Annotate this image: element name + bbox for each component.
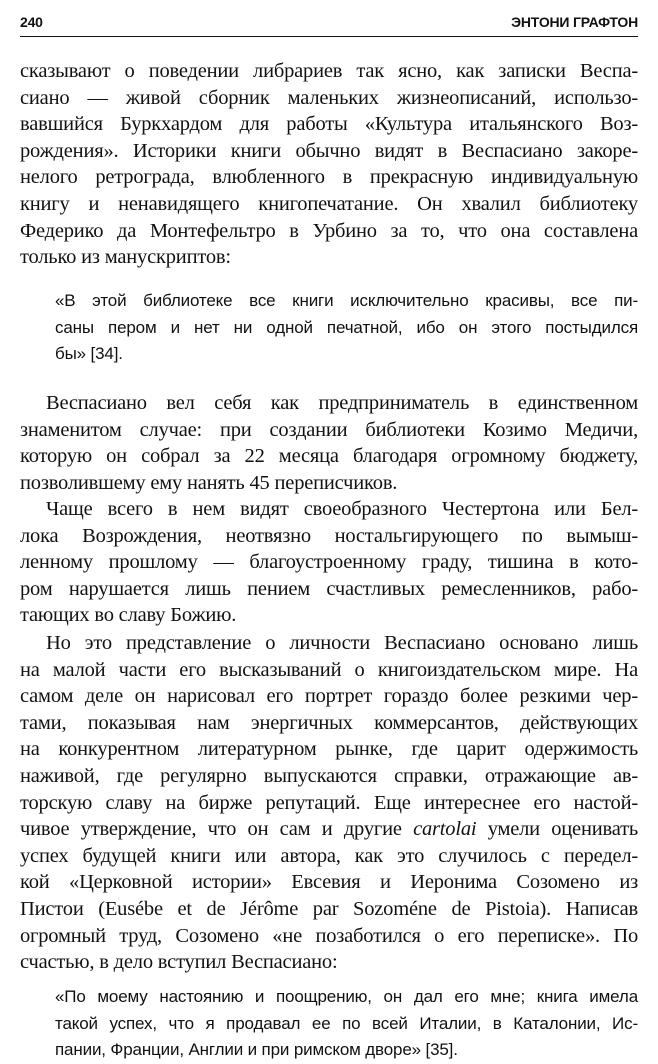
block-quote	[55, 288, 638, 368]
running-head	[20, 10, 638, 36]
text-line: кой «Церковной истории» Евсевия и Иеронима Созомено из	[20, 871, 638, 894]
text-line: рождения». Историки книги обычно видят в Веспасиано закоре-	[20, 139, 638, 162]
italic-term: cartolai	[413, 818, 477, 841]
text-line: самом деле он нарисовал его портрет гораздо более резкими чер-	[20, 685, 638, 708]
text-line: нелого ретрограда, влюбленного в прекрасную индивидуальную	[20, 166, 638, 189]
text-line: успех будущей книги или автора, как это случилось с передел-	[20, 844, 638, 867]
quote-line: «По моему настоянию и поощрению, он дал его мне; книга имела	[55, 987, 638, 1006]
text-line: на конкурентном литературном рынке, где царит одержимость	[20, 738, 638, 761]
text-line: книгу и ненавидящего книгопечатание. Он хвалил библиотеку	[20, 192, 638, 215]
text-line: позволившему ему нанять 45 переписчиков.	[20, 471, 398, 494]
text-line: счастью, в дело вступил Веспасиано:	[20, 951, 338, 974]
paragraph-continued	[20, 58, 638, 271]
text-segment: чивое утверждение, что он сам и другие	[20, 818, 402, 841]
header-rule	[20, 36, 638, 37]
text-line-with-italic	[20, 816, 638, 843]
text-line: ленному прошлому — благоустроенному граду, тишина в кото-	[20, 551, 638, 574]
quote-line: пании, Франции, Англии и при римском дворе» [35].	[55, 1040, 458, 1060]
text-line: Федерико да Монтефельтро в Урбино за то, что она составлена	[20, 219, 638, 242]
text-line: сиано — живой сборник маленьких жизнеописаний, использо-	[20, 86, 638, 109]
text-line: на малой части его высказываний о книгоиздательском мире. На	[20, 658, 638, 681]
text-line: Веспасиано вел себя как предприниматель в единственном	[46, 392, 638, 414]
text-line: тающих во славу Божию.	[20, 604, 237, 627]
quote-line: «В этой библиотеке все книги исключительно красивы, все пи-	[55, 291, 638, 310]
quote-line: бы» [34].	[55, 344, 123, 364]
running-title: ЭНТОНИ ГРАФТОН	[511, 14, 638, 30]
text-line: торскую славу на бирже репутаций. Еще интереснее его настой-	[20, 791, 638, 814]
text-line: наживой, где регулярно выпускаются справки, отражающие ав-	[20, 764, 638, 787]
text-line: сказывают о поведении либрариев так ясно, как записки Веспа-	[20, 60, 638, 82]
text-segment: умели оценивать	[487, 818, 638, 841]
paragraph	[20, 390, 638, 496]
quote-line: такой успех, что я продавал ее по всей Италии, в Каталонии, Ис-	[55, 1013, 638, 1033]
text-line: вавшийся Буркхардом для работы «Культура итальянского Воз-	[20, 113, 638, 136]
paragraph	[20, 630, 638, 976]
quote-line: саны пером и нет ни одной печатной, ибо он этого постыдился	[55, 317, 638, 337]
text-line: знаменитом случае: при создании библиотеки Козимо Медичи,	[20, 418, 638, 441]
text-line: ром нарушается лишь пением счастливых ремесленников, рабо-	[20, 577, 638, 600]
page-number: 240	[20, 14, 43, 30]
text-line: Пистои (Eusébe et de Jérôme par Sozoméne de Pistoia). Написав	[20, 897, 638, 920]
block-quote	[55, 984, 638, 1064]
text-line: Чаще всего в нем видят своеобразного Честертона или Бел-	[46, 498, 638, 520]
text-line: тами, показывая нам энергичных коммерсантов, действующих	[20, 711, 638, 734]
text-line: лока Возрождения, неотвязно ностальгирующего по вымыш-	[20, 524, 638, 547]
text-line: Но это представление о личности Веспасиано основано лишь	[46, 632, 638, 654]
paragraph	[20, 496, 638, 629]
text-line: которую он собрал за 22 месяца благодаря огромному бюджету,	[20, 445, 638, 468]
text-line: огромный труд, Созомено «не позаботился о его переписке». По	[20, 924, 638, 947]
text-line: только из манускриптов:	[20, 246, 231, 269]
